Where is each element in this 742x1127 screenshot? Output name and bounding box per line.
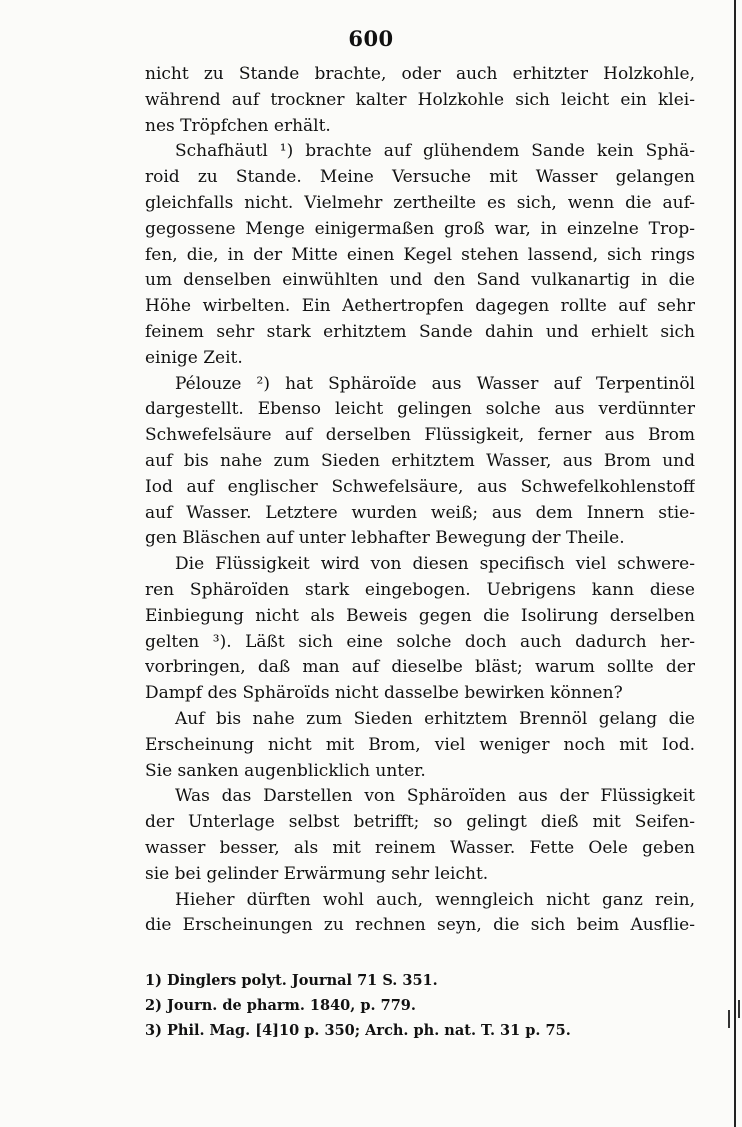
text-line: auf Wasser. Letztere wurden weiß; aus dem Innern stie-: [145, 502, 695, 523]
text-line: dargestellt. Ebenso leicht gelingen solche aus verdünnter: [145, 399, 695, 420]
text-line: Hieher dürften wohl auch, wenngleich nicht ganz rein,: [175, 889, 695, 910]
text-line: gen Bläschen auf unter lebhafter Bewegung der Theile.: [145, 528, 625, 549]
text-line: Die Flüssigkeit wird von diesen specifisch viel schwere-: [175, 554, 695, 575]
footnote: 1) Dinglers polyt. Journal 71 S. 351.: [145, 972, 438, 989]
scan-edge-tick: [728, 1010, 730, 1028]
text-line: roid zu Stande. Meine Versuche mit Wasser gelangen: [145, 167, 695, 188]
text-line: Iod auf englischer Schwefelsäure, aus Schwefelkohlenstoff: [145, 476, 695, 497]
text-line: fen, die, in der Mitte einen Kegel stehen lassend, sich rings: [145, 244, 695, 265]
text-line: Höhe wirbelten. Ein Aethertropfen dagegen rollte auf sehr: [145, 296, 695, 317]
body-text: [145, 62, 695, 939]
text-line: während auf trockner kalter Holzkohle sich leicht ein klei-: [145, 89, 695, 110]
text-line: gleichfalls nicht. Vielmehr zertheilte es sich, wenn die auf-: [145, 192, 695, 213]
text-line: Erscheinung nicht mit Brom, viel weniger noch mit Iod.: [145, 734, 695, 755]
footnote: 3) Phil. Mag. [4]10 p. 350; Arch. ph. nat. T. 31 p. 75.: [145, 1022, 571, 1039]
scan-edge-line: [734, 0, 736, 1127]
page-number: 600: [348, 26, 394, 51]
text-line: Schafhäutl ¹) brachte auf glühendem Sande kein Sphä-: [175, 141, 695, 162]
footnote: 2) Journ. de pharm. 1840, p. 779.: [145, 997, 416, 1014]
text-line: wasser besser, als mit reinem Wasser. Fette Oele geben: [145, 837, 695, 858]
text-line: Schwefelsäure auf derselben Flüssigkeit, ferner aus Brom: [145, 425, 695, 446]
text-line: Auf bis nahe zum Sieden erhitztem Brennöl gelang die: [175, 708, 695, 729]
text-line: Dampf des Sphäroïds nicht dasselbe bewirken können?: [145, 683, 623, 704]
text-line: Einbiegung nicht als Beweis gegen die Isolirung derselben: [145, 605, 695, 626]
text-line: gegossene Menge einigermaßen groß war, in einzelne Trop-: [145, 218, 695, 239]
scan-edge-tick: [738, 1000, 740, 1018]
text-line: sie bei gelinder Erwärmung sehr leicht.: [145, 863, 489, 884]
text-line: Sie sanken augenblicklich unter.: [145, 760, 426, 781]
text-line: ren Sphäroïden stark eingebogen. Uebrigens kann diese: [145, 579, 695, 600]
text-line: die Erscheinungen zu rechnen seyn, die sich beim Ausflie-: [145, 915, 695, 936]
text-line: vorbringen, daß man auf dieselbe bläst; warum sollte der: [145, 657, 695, 678]
text-line: um denselben einwühlten und den Sand vulkanartig in die: [145, 270, 695, 291]
text-line: feinem sehr stark erhitztem Sande dahin und erhielt sich: [145, 321, 695, 342]
text-line: Pélouze ²) hat Sphäroïde aus Wasser auf Terpentinöl: [175, 373, 695, 394]
text-line: Was das Darstellen von Sphäroïden aus der Flüssigkeit: [175, 786, 695, 807]
text-line: gelten ³). Läßt sich eine solche doch auch dadurch her-: [145, 631, 695, 652]
text-line: nicht zu Stande brachte, oder auch erhitzter Holzkohle,: [145, 64, 695, 84]
text-line: auf bis nahe zum Sieden erhitztem Wasser, aus Brom und: [145, 450, 695, 471]
text-line: einige Zeit.: [145, 347, 243, 368]
footnotes: [145, 968, 695, 1043]
text-line: der Unterlage selbst betrifft; so gelingt dieß mit Seifen-: [145, 812, 695, 833]
text-line: nes Tröpfchen erhält.: [145, 115, 331, 136]
